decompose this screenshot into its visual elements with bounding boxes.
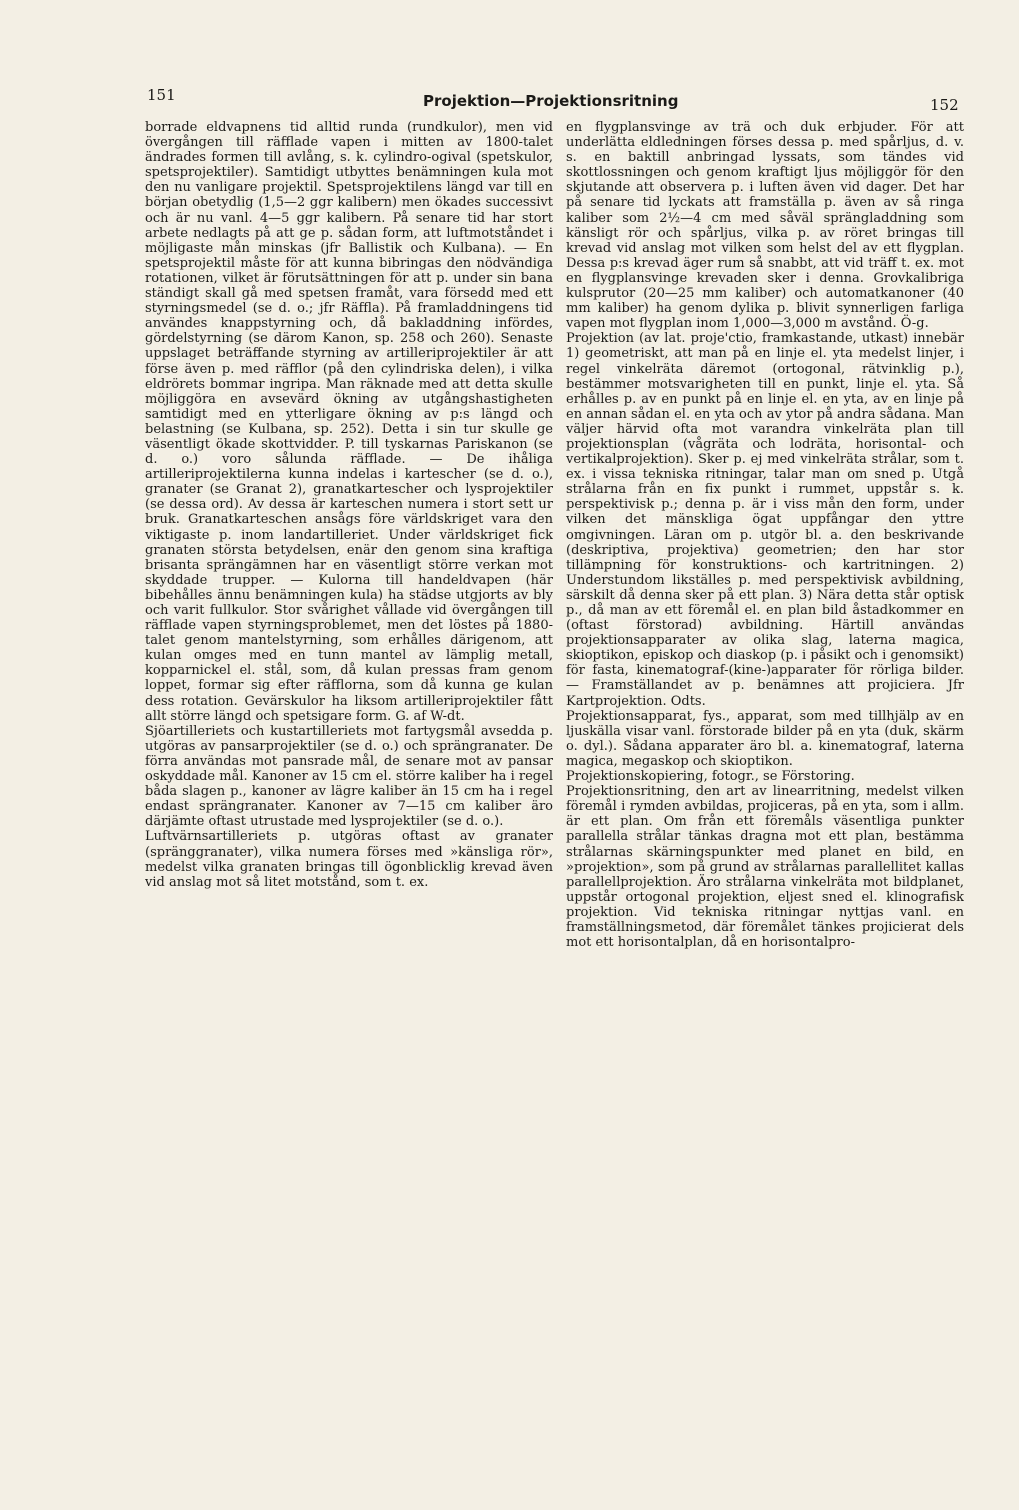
paragraph-sparljus: en flygplansvinge av trä och duk erbjuder. För att underlätta eldledningen förses dessa p. med spårljus, d. v. s. en baktill anbringad lyssats, som tändes vid skottlossningen och genom kraftigt ljus möjliggör för den skjutande att observera p. i luften även vid dager. Det har på senare tid lyckats att framställa p. även av så ringa kaliber som 2½—4 cm med såväl sprängladdning som känsligt rör och spårljus, vilka p. av röret bringas till krevad vid anslag mot vilken som helst del av ett flygplan. Dessa p:s krevad äger rum så snabbt, att vid träff t. ex. mot en flygplansvinge krevaden sker i denna. Grovkalibriga kulsprutor (20—25 mm kaliber) och automatkanoner (40 mm kaliber) ha genom dylika p. blivit synnerligen farliga vapen mot flygplan inom 1,000—3,000 m avstånd. Ö-g.	[566, 120, 964, 332]
left-column	[145, 120, 553, 1420]
entry-projektion: Projektion (av lat. proje'ctio, framkastande, utkast) innebär 1) geometriskt, att man på en linje el. yta medelst linjer, i regel vinkelräta däremot (ortogonal, rätvinklig p.), bestämmer motsvarigheten till en punkt, linje el. yta. Så erhålles p. av en punkt på en linje el. en yta, av en linje på en annan sådan el. en yta och av ytor på andra sådana. Man väljer härvid ofta mot varandra vinkelräta plan till projektionsplan (vågräta och lodräta, horisontal- och vertikalprojektion). Sker p. ej med vinkelräta strålar, som t. ex. i vissa tekniska ritningar, talar man om sned p. Utgå strålarna från en fix punkt i rummet, uppstår s. k. perspektivisk p.; denna p. är i viss mån den form, under vilken det mänskliga ögat uppfångar den yttre omgivningen. Läran om p. utgör bl. a. den beskrivande (deskriptiva, projektiva) geometrien; den har stor tillämpning för konstruktions- och kartritningen. 2) Understundom likställes p. med perspektivisk avbildning, särskilt då denna sker på ett plan. 3) Nära detta står optisk p., då man av ett föremål el. en plan bild åstadkommer en (oftast förstorad) avbildning. Härtill användas projektionsapparater av olika slag, laterna magica, skioptikon, episkop och diaskop (p. i påsikt och i genomsikt) för fasta, kinematograf-(kine-)apparater för rörliga bilder. — Framställandet av p. benämnes att projiciera. Jfr Kartprojektion. Odts.	[566, 331, 964, 709]
paragraph-luftvarn: Luftvärnsartilleriets p. utgöras oftast av granater (spränggranater), vilka numera förses med »känsliga rör», medelst vilka granaten bringas till ögonblicklig krevad även vid anslag mot så litet motstånd, som t. ex.	[145, 829, 553, 890]
running-head: Projektion—Projektionsritning	[423, 92, 679, 110]
paragraph-sjoartilleri: Sjöartilleriets och kustartilleriets mot fartygsmål avsedda p. utgöras av pansarprojektiler (se d. o.) och sprängranater. De förra användas mot pansrade mål, de senare mot av pansar oskyddade mål. Kanoner av 15 cm el. större kaliber ha i regel båda slagen p., kanoner av lägre kaliber än 15 cm ha i regel endast sprängranater. Kanoner av 7—15 cm kaliber äro därjämte oftast utrustade med lysprojektiler (se d. o.).	[145, 723, 553, 830]
entry-projektionsritning: Projektionsritning, den art av linearritning, medelst vilken föremål i rymden avbildas, projiceras, på en yta, som i allm. är ett plan. Om från ett föremåls väsentliga punkter parallella strålar tänkas dragna mot ett plan, bestämma strålarnas skärningspunkter med planet en bild, en »projektion», som på grund av strålarnas parallellitet kallas parallellprojektion. Äro strålarna vinkelräta mot bildplanet, uppstår ortogonal projektion, eljest sned el. klinografisk projektion. Vid tekniska ritningar nyttjas vanl. en framställningsmetod, där föremålet tänkes projicierat dels mot ett horisontalplan, då en horisontalpro-	[566, 784, 964, 951]
page-number-left: 151	[147, 86, 176, 104]
page-number-right: 152	[930, 96, 959, 114]
paragraph-projektil-shape: borrade eldvapnens tid alltid runda (rundkulor), men vid övergången till räfflade vapen i mitten av 1800-talet ändrades formen till avlång, s. k. cylindro-ogival (spetskulor, spetsprojektiler). Samtidigt utbyttes benämningen kula mot den nu vanligare projektil. Spetsprojektilens längd var till en början obetydlig (1,5—2 ggr kalibern) men ökades successivt och är nu vanl. 4—5 ggr kalibern. På senare tid har stort arbete nedlagts på att ge p. sådan form, att luftmotståndet i möjligaste mån minskas (jfr Ballistik och Kulbana). — En spetsprojektil måste för att kunna bibringas den nödvändiga rotationen, vilket är förutsättningen för att p. under sin bana ständigt skall gå med spetsen framåt, vara försedd med ett styrningsmedel (se d. o.; jfr Räffla). På framladdningens tid användes knappstyrning och, då bakladdning infördes, gördelstyrning (se därom Kanon, sp. 258 och 260). Senaste uppslaget beträffande styrning av artilleriprojektiler är att förse även p. med räfflor (på den cylindriska delen), i vilka eldrörets bommar ingripa. Man räknade med att detta skulle möjliggöra en avsevärd ökning av utgångshastigheten samtidigt med en ytterligare ökning av p:s längd och belastning (se Kulbana, sp. 252). Detta i sin tur skulle ge väsentligt ökade skottvidder. P. till tyskarnas Pariskanon (se d. o.) voro sålunda räfflade. — De ihåliga artilleriprojektilerna kunna indelas i kartescher (se d. o.), granater (se Granat 2), granatkartescher och lysprojektiler (se dessa ord). Av dessa är karteschen numera i stort sett ur bruk. Granatkarteschen ansågs före världskriget vara den viktigaste p. inom landartilleriet. Under världskriget fick granaten största betydelsen, enär den genom sina kraftiga brisanta sprängämnen har en väsentligt större verkan mot skyddade trupper. — Kulorna till handeldvapen (här bibehålles ännu benämningen kula) ha städse utgjorts av bly och varit fullkulor. Stor svårighet vållade vid övergången till räfflade vapen styrningsproblemet, men det löstes på 1880-talet genom mantelstyrning, som erhålles därigenom, att kulan omges med en tunn mantel av lämplig metall, kopparnickel el. stål, som, då kulan pressas fram genom loppet, formar sig efter räfflorna, som då kunna ge kulan dess rotation. Gevärskulor ha liksom artilleriprojektiler fått allt större längd och spetsigare form. G. af W-dt.	[145, 120, 553, 724]
entry-projektionsapparat: Projektionsapparat, fys., apparat, som med tillhjälp av en ljuskälla visar vanl. förstorade bilder på en yta (duk, skärm o. dyl.). Sådana apparater äro bl. a. kinematograf, laterna magica, megaskop och skioptikon.	[566, 708, 964, 769]
entry-projektionskopiering: Projektionskopiering, fotogr., se Förstoring.	[566, 769, 855, 785]
right-column	[566, 120, 964, 1420]
